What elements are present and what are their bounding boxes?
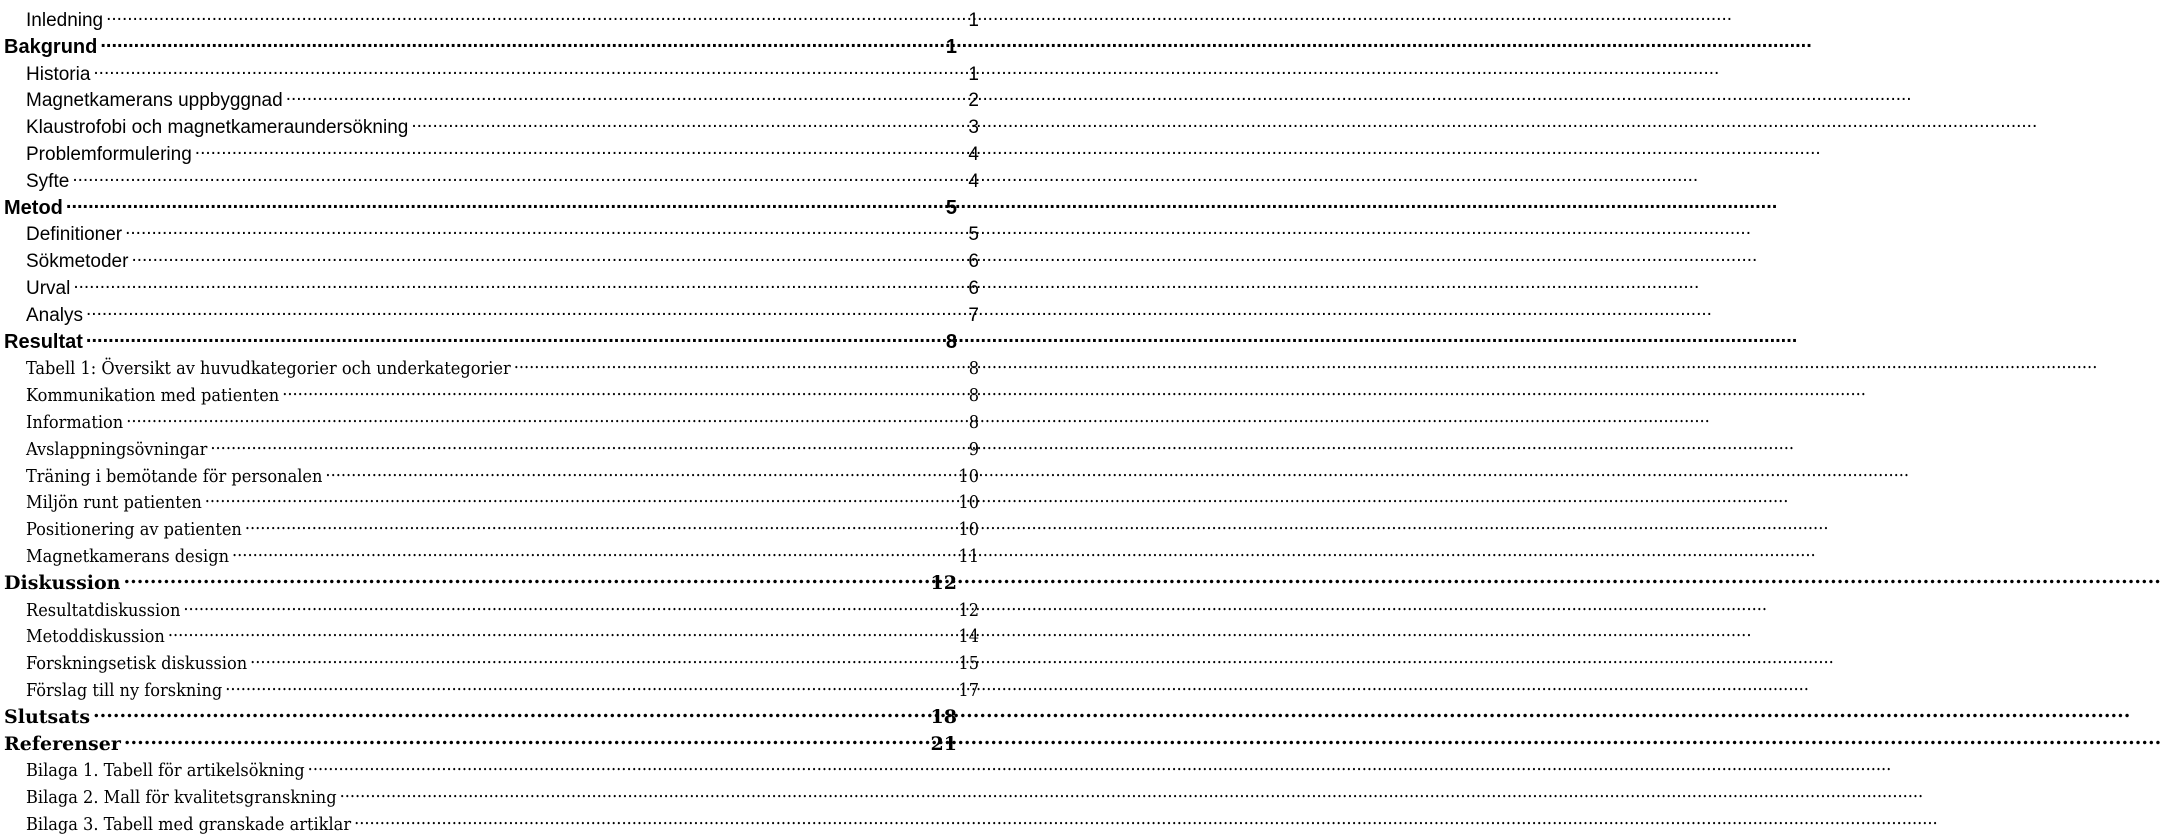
- toc-page-number: 14: [958, 626, 979, 648]
- toc-entry-title: Resultat: [4, 330, 83, 353]
- toc-dot-leader: [106, 0, 965, 26]
- toc-dot-leader: [168, 615, 956, 642]
- toc-page-number: 21: [930, 732, 957, 755]
- toc-dot-leader: [183, 589, 955, 616]
- toc-dot-leader: [250, 642, 955, 669]
- toc-entry-title: Slutsats: [4, 705, 91, 728]
- toc-dot-leader: [72, 160, 965, 187]
- toc-page-number: 15: [958, 653, 979, 675]
- toc-entry-title: Magnetkamerans uppbyggnad: [26, 90, 283, 112]
- toc-entry-title: Analys: [26, 304, 84, 326]
- toc-section-entry[interactable]: [0, 187, 963, 219]
- toc-dot-leader: [286, 79, 966, 106]
- toc-subsection-entry[interactable]: [0, 53, 985, 85]
- toc-page-number: 11: [958, 546, 979, 567]
- toc-entry-title: Avslappningsövningar: [26, 438, 208, 460]
- toc-dot-leader: [73, 267, 965, 294]
- toc-entry-title: Problemformulering: [26, 144, 192, 165]
- toc-subsection-entry[interactable]: [0, 776, 985, 809]
- toc-dot-leader: [308, 749, 966, 776]
- toc-subsection-entry[interactable]: [0, 749, 985, 782]
- toc-section-entry[interactable]: [0, 26, 963, 58]
- toc-page-number: 7: [968, 304, 979, 326]
- toc-dot-leader: [411, 106, 965, 133]
- toc-page-number: 4: [968, 144, 979, 165]
- toc-entry-title: Urval: [26, 278, 71, 299]
- toc-entry-title: Bilaga 1. Tabell för artikelsökning: [26, 760, 305, 782]
- toc-subsection-entry[interactable]: [0, 347, 985, 380]
- toc-dot-leader: [131, 240, 965, 267]
- toc-dot-leader: [126, 401, 966, 428]
- toc-subsection-entry[interactable]: [0, 642, 985, 675]
- toc-subsection-entry[interactable]: [0, 428, 985, 460]
- toc-dot-leader: [205, 481, 956, 508]
- toc-entry-title: Information: [26, 412, 124, 433]
- toc-page-number: 1: [968, 10, 979, 31]
- toc-subsection-entry[interactable]: [0, 106, 985, 139]
- toc-page-number: 8: [968, 412, 979, 433]
- toc-page-number: 8: [968, 385, 979, 407]
- toc-dot-leader: [210, 428, 965, 455]
- toc-entry-title: Referenser: [4, 732, 121, 755]
- toc-subsection-entry[interactable]: [0, 508, 985, 541]
- toc-dot-leader: [514, 347, 966, 374]
- toc-section-entry[interactable]: [0, 321, 963, 353]
- toc-dot-leader: [282, 374, 965, 401]
- toc-entry-title: Diskussion: [4, 571, 121, 594]
- toc-entry-title: Magnetkamerans design: [26, 546, 230, 567]
- toc-subsection-entry[interactable]: [0, 240, 985, 273]
- toc-entry-title: Träning i bemötande för personalen: [26, 465, 323, 487]
- toc-subsection-entry[interactable]: [0, 213, 985, 246]
- toc-page-number: 17: [958, 680, 979, 701]
- toc-subsection-entry[interactable]: [0, 615, 985, 648]
- toc-dot-leader: [123, 562, 927, 589]
- toc-page-number: 10: [958, 492, 979, 514]
- toc-entry-title: Definitioner: [26, 224, 123, 246]
- toc-dot-leader: [66, 187, 943, 214]
- toc-page-number: 5: [945, 196, 957, 219]
- toc-entry-title: Miljön runt patienten: [26, 492, 202, 514]
- toc-subsection-entry[interactable]: [0, 267, 985, 299]
- toc-section-entry[interactable]: [0, 723, 963, 755]
- toc-page-number: 1: [968, 63, 979, 85]
- toc-dot-leader: [93, 696, 928, 723]
- toc-page-number: 3: [968, 117, 979, 139]
- toc-page-number: 2: [968, 90, 979, 112]
- toc-entry-title: Bilaga 3. Tabell med granskade artiklar: [26, 814, 352, 835]
- toc-entry-title: Positionering av patienten: [26, 519, 242, 541]
- toc-dot-leader: [124, 723, 928, 750]
- toc-entry-title: Klaustrofobi och magnetkameraundersökning: [26, 117, 409, 139]
- toc-page-number: 6: [968, 278, 979, 299]
- toc-entry-title: Historia: [26, 63, 91, 85]
- toc-dot-leader: [86, 294, 965, 321]
- toc-entry-title: Tabell 1: Översikt av huvudkategorier och underkategorier: [26, 358, 511, 380]
- toc-subsection-entry[interactable]: [0, 401, 985, 433]
- toc-section-entry[interactable]: [0, 696, 963, 728]
- toc-entry-title: Bakgrund: [4, 35, 98, 58]
- toc-entry-title: Metod: [4, 196, 63, 219]
- toc-dot-leader: [354, 803, 966, 830]
- toc-entry-title: Resultatdiskussion: [26, 599, 181, 621]
- toc-page-number: 1: [945, 35, 957, 58]
- toc-dot-leader: [93, 53, 965, 80]
- toc-subsection-entry[interactable]: [0, 374, 985, 407]
- toc-dot-leader: [125, 213, 965, 240]
- toc-dot-leader: [340, 776, 966, 803]
- toc-entry-title: Metoddiskussion: [26, 626, 165, 648]
- toc-entry-title: Inledning: [26, 10, 104, 31]
- toc-subsection-entry[interactable]: [0, 455, 985, 487]
- toc-entry-title: Kommunikation med patienten: [26, 385, 280, 407]
- toc-dot-leader: [100, 26, 943, 53]
- toc-subsection-entry[interactable]: [0, 79, 985, 112]
- toc-page-number: 18: [930, 705, 957, 728]
- toc-entry-title: Bilaga 2. Mall för kvalitetsgranskning: [26, 787, 337, 809]
- toc-subsection-entry[interactable]: [0, 0, 985, 31]
- toc-page-number: 10: [958, 465, 979, 487]
- toc-entry-title: Forskningsetisk diskussion: [26, 653, 248, 675]
- toc-subsection-entry[interactable]: [0, 294, 985, 326]
- toc-section-entry[interactable]: [0, 562, 963, 594]
- toc-subsection-entry[interactable]: [0, 669, 985, 701]
- toc-page-number: 8: [968, 358, 979, 380]
- toc-page-number: 12: [930, 571, 957, 594]
- table-of-contents: [0, 0, 979, 835]
- toc-dot-leader: [225, 669, 955, 696]
- toc-dot-leader: [232, 535, 955, 562]
- toc-subsection-entry[interactable]: [0, 160, 985, 192]
- toc-dot-leader: [245, 508, 956, 535]
- toc-entry-title: Syfte: [26, 170, 70, 192]
- toc-subsection-entry[interactable]: [0, 481, 985, 514]
- toc-page-number: 5: [968, 224, 979, 246]
- toc-page-number: 12: [958, 599, 979, 621]
- toc-dot-leader: [195, 133, 966, 160]
- toc-subsection-entry[interactable]: [0, 133, 985, 165]
- toc-page-number: 10: [958, 519, 979, 541]
- toc-page-number: 9: [968, 438, 979, 460]
- toc-entry-title: Förslag till ny forskning: [26, 680, 223, 701]
- toc-dot-leader: [325, 455, 955, 482]
- toc-page-number: 4: [968, 170, 979, 192]
- toc-page-number: 6: [968, 251, 979, 273]
- toc-subsection-entry[interactable]: [0, 803, 985, 835]
- toc-page-number: 8: [945, 330, 957, 353]
- toc-dot-leader: [86, 321, 943, 348]
- toc-subsection-entry[interactable]: [0, 535, 985, 567]
- toc-subsection-entry[interactable]: [0, 589, 985, 621]
- toc-entry-title: Sökmetoder: [26, 251, 129, 273]
